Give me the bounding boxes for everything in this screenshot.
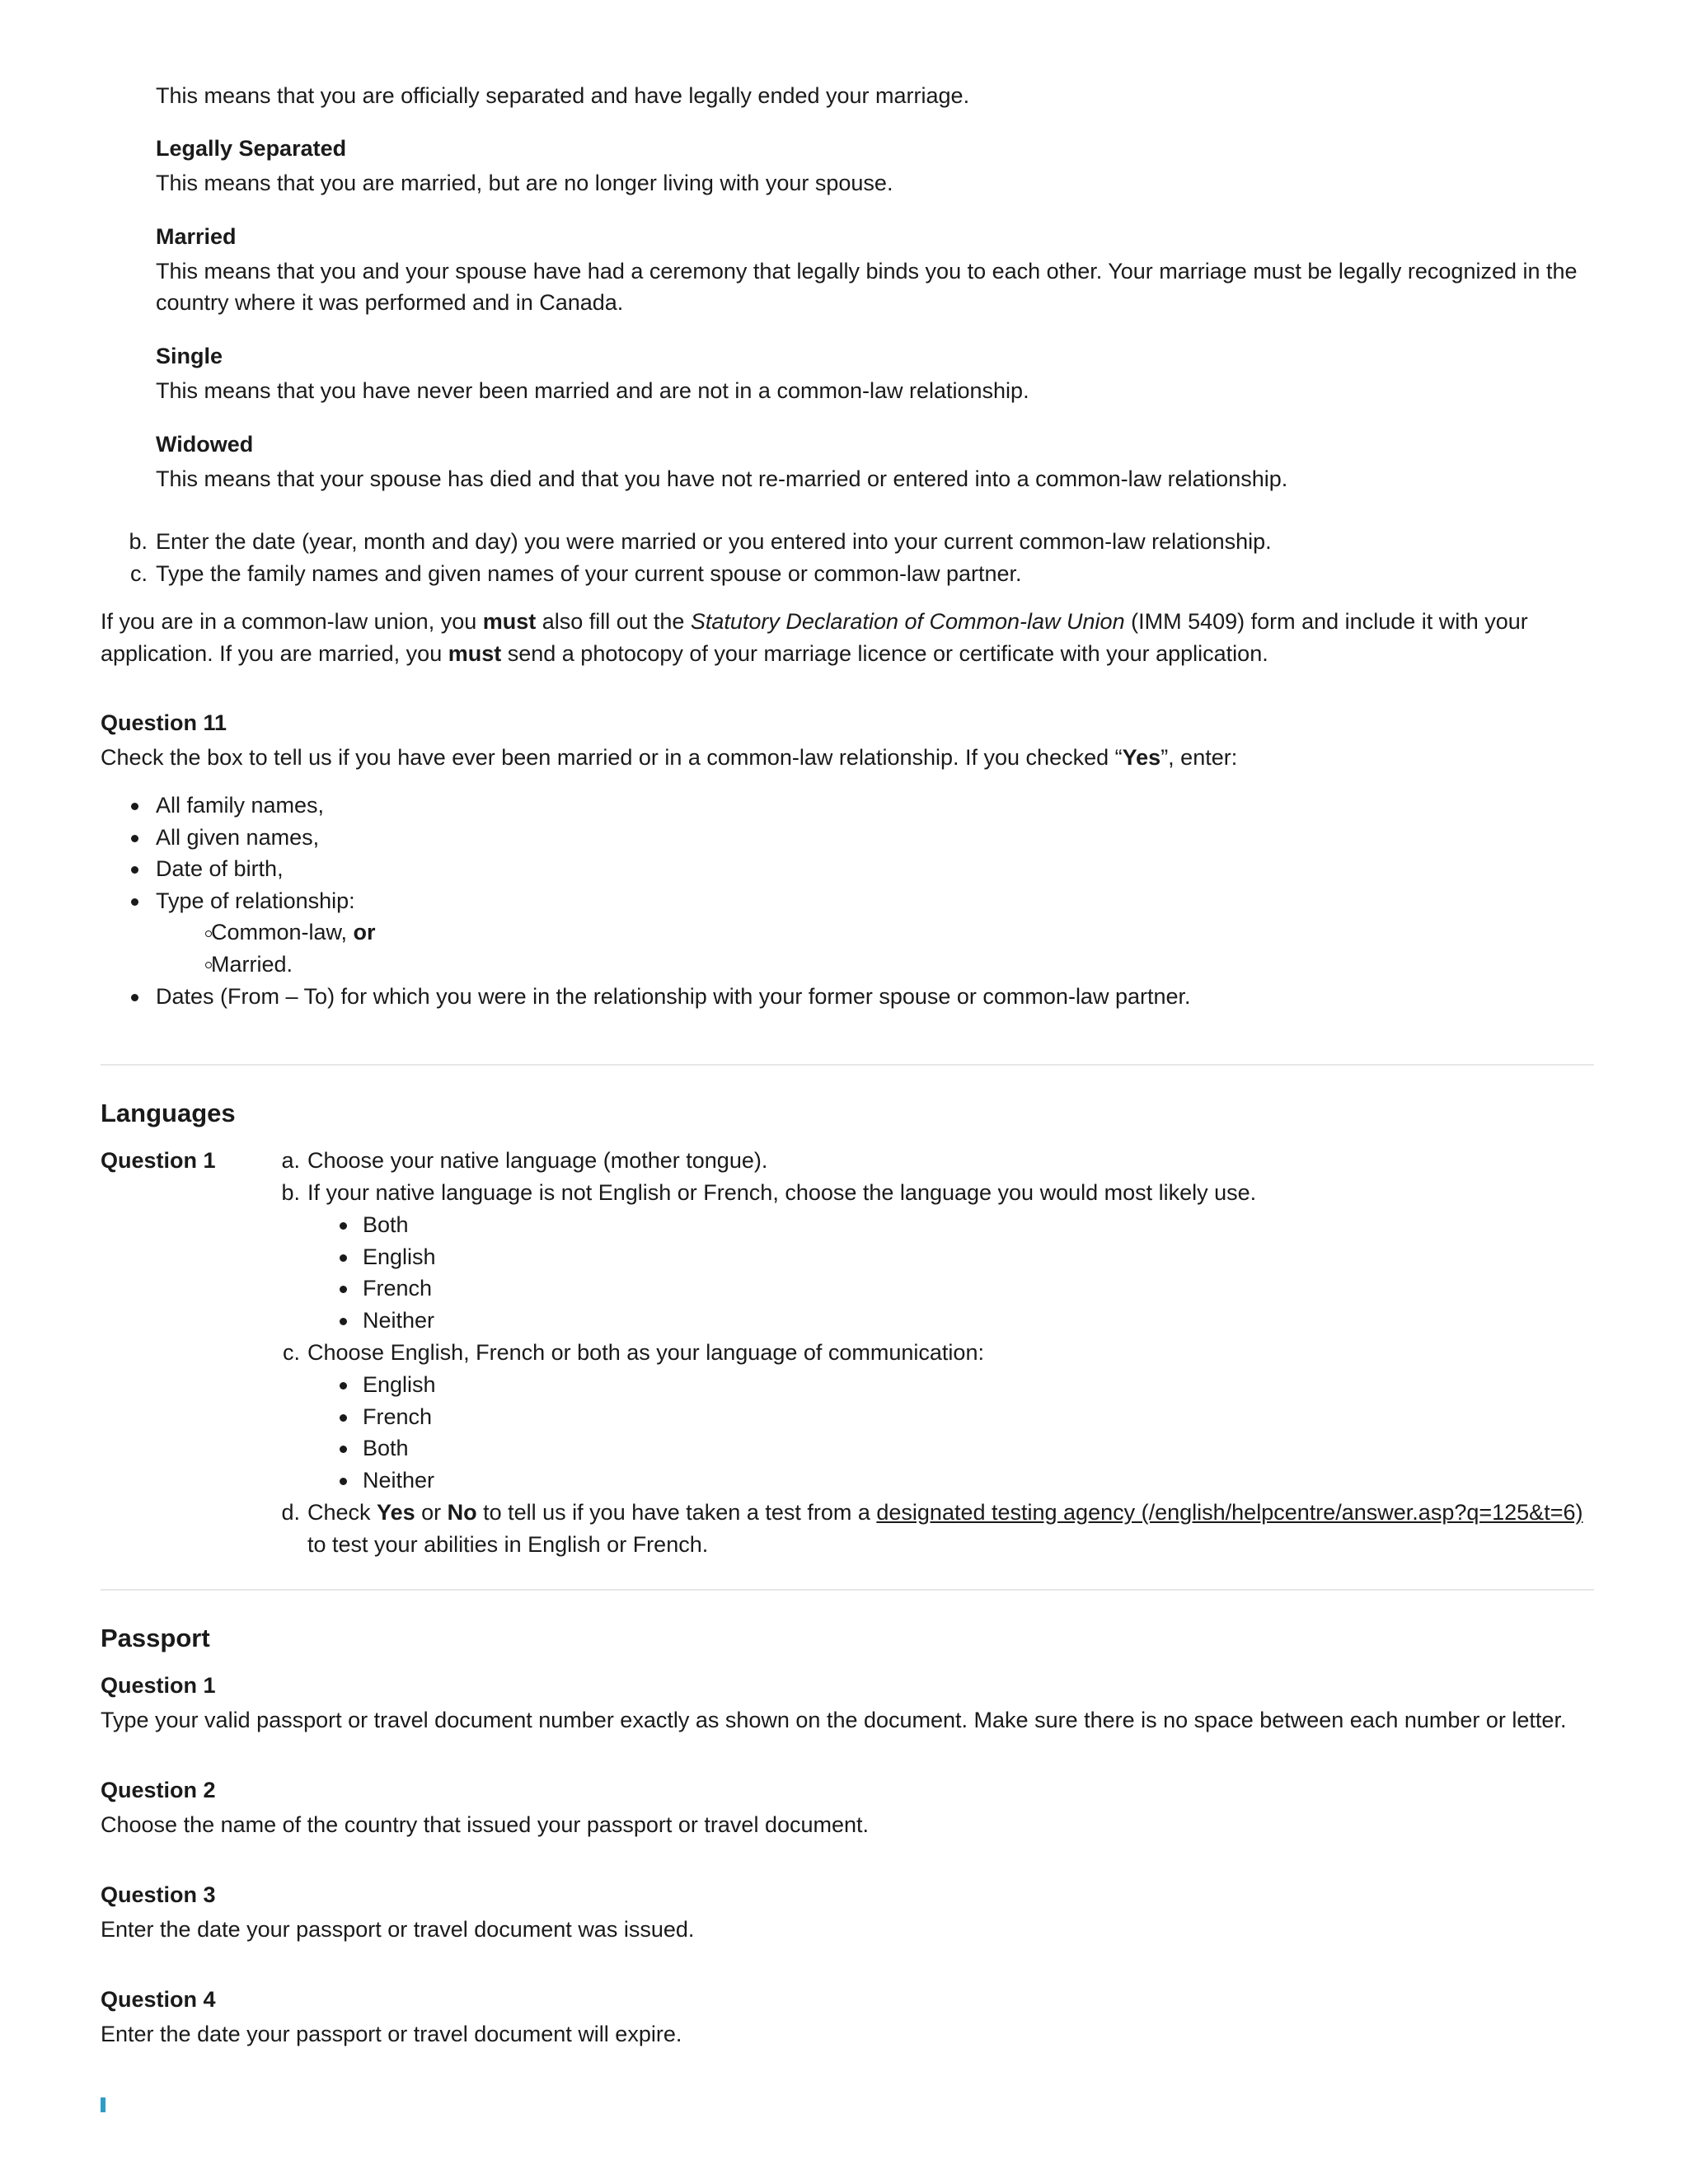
languages-item-d-continued: to test your abilities in English or French. — [307, 1532, 709, 1557]
list-item: English — [363, 1244, 436, 1269]
languages-heading: Languages — [101, 1099, 236, 1127]
list-item: All given names, — [156, 825, 320, 850]
bullet-icon — [340, 1478, 347, 1485]
bullet-icon — [340, 1286, 347, 1293]
sub-item-married: Married. — [211, 952, 293, 977]
widowed-term: Widowed — [156, 432, 254, 457]
list-marker-c: c. — [129, 561, 148, 586]
list-item: Both — [363, 1212, 409, 1237]
q10-item-c: Type the family names and given names of your current spouse or common-law partner. — [156, 561, 1022, 586]
list-marker-b: b. — [281, 1180, 300, 1205]
legally-separated-term: Legally Separated — [156, 136, 347, 161]
list-item: French — [363, 1404, 433, 1429]
sub-item-common-law: Common-law, or — [211, 920, 376, 944]
list-marker-c: c. — [282, 1340, 300, 1365]
bullet-icon — [131, 803, 138, 810]
bullet-icon — [340, 1382, 347, 1390]
bullet-icon — [131, 898, 138, 906]
list-item: French — [363, 1276, 433, 1301]
languages-item-a: Choose your native language (mother tongue). — [307, 1148, 768, 1173]
bullet-icon — [131, 866, 138, 874]
accent-marker — [101, 2097, 106, 2112]
form-title: Statutory Declaration of Common-law Union — [690, 609, 1125, 634]
passport-question-2-text: Choose the name of the country that issued your passport or travel document. — [101, 1812, 870, 1837]
list-item: All family names, — [156, 793, 325, 818]
languages-item-c: Choose English, French or both as your language of communication: — [307, 1340, 984, 1365]
passport-question-4-text: Enter the date your passport or travel document will expire. — [101, 2022, 682, 2046]
list-item: Type of relationship: — [156, 888, 355, 913]
q11-intro: Check the box to tell us if you have ever been married or in a common-law relationship. If you checked “Yes”, enter: — [101, 745, 1238, 770]
widowed-description: This means that your spouse has died and that you have not re-married or entered into a common-law relationship. — [156, 466, 1288, 491]
list-item: Both — [363, 1436, 409, 1460]
single-description: This means that you have never been married and are not in a common-law relationship. — [156, 378, 1029, 403]
passport-question-3-text: Enter the date your passport or travel document was issued. — [101, 1917, 695, 1942]
passport-question-1-text: Type your valid passport or travel document number exactly as shown on the document. Make sure there is no space between each number or letter. — [101, 1708, 1567, 1732]
list-item: Neither — [363, 1308, 435, 1333]
married-description-line1: This means that you and your spouse have had a ceremony that legally binds you to each other. Your marriage must be legally recognized in the — [156, 259, 1578, 284]
section-divider — [101, 1589, 1594, 1591]
married-description-line2: country where it was performed and in Canada. — [156, 290, 624, 315]
legally-separated-description: This means that you are married, but are no longer living with your spouse. — [156, 171, 893, 195]
languages-question-1: Question 1 — [101, 1148, 216, 1173]
bullet-icon — [340, 1222, 347, 1230]
passport-question-1-heading: Question 1 — [101, 1673, 216, 1698]
passport-question-3-heading: Question 3 — [101, 1882, 216, 1907]
bullet-icon — [340, 1446, 347, 1453]
bullet-icon — [340, 1318, 347, 1325]
bullet-icon — [131, 994, 138, 1001]
passport-question-4-heading: Question 4 — [101, 1987, 216, 2012]
designated-testing-agency-link[interactable]: designated testing agency (/english/helpcentre/answer.asp?q=125&t=6) — [876, 1500, 1583, 1525]
list-item: Date of birth, — [156, 856, 284, 881]
passport-question-2-heading: Question 2 — [101, 1778, 216, 1802]
q10-note-line1: If you are in a common-law union, you must also fill out the Statutory Declaration of Common-law Union (IMM 5409) form and include it with your — [101, 609, 1528, 634]
passport-heading: Passport — [101, 1624, 210, 1652]
q10-note-line2: application. If you are married, you must send a photocopy of your marriage licence or certificate with your application. — [101, 641, 1268, 666]
languages-item-d: Check Yes or No to tell us if you have taken a test from a designated testing agency (/english/helpcentre/answer.asp?q=125&t=6) — [307, 1500, 1583, 1525]
list-marker-a: a. — [281, 1148, 300, 1173]
languages-item-b: If your native language is not English or French, choose the language you would most likely use. — [307, 1180, 1257, 1205]
divorced-description: This means that you are officially separated and have legally ended your marriage. — [156, 83, 970, 108]
list-item: Dates (From – To) for which you were in the relationship with your former spouse or common-law partner. — [156, 984, 1191, 1009]
single-term: Single — [156, 344, 223, 368]
q10-item-b: Enter the date (year, month and day) you were married or you entered into your current common-law relationship. — [156, 529, 1272, 554]
bullet-icon — [340, 1254, 347, 1262]
list-item: English — [363, 1372, 436, 1397]
list-marker-b: b. — [129, 529, 148, 554]
q11-heading: Question 11 — [101, 710, 227, 735]
bullet-icon — [340, 1414, 347, 1422]
bullet-icon — [131, 835, 138, 842]
married-term: Married — [156, 224, 237, 249]
list-item: Neither — [363, 1468, 435, 1493]
section-divider — [101, 1064, 1594, 1066]
list-marker-d: d. — [281, 1500, 300, 1525]
